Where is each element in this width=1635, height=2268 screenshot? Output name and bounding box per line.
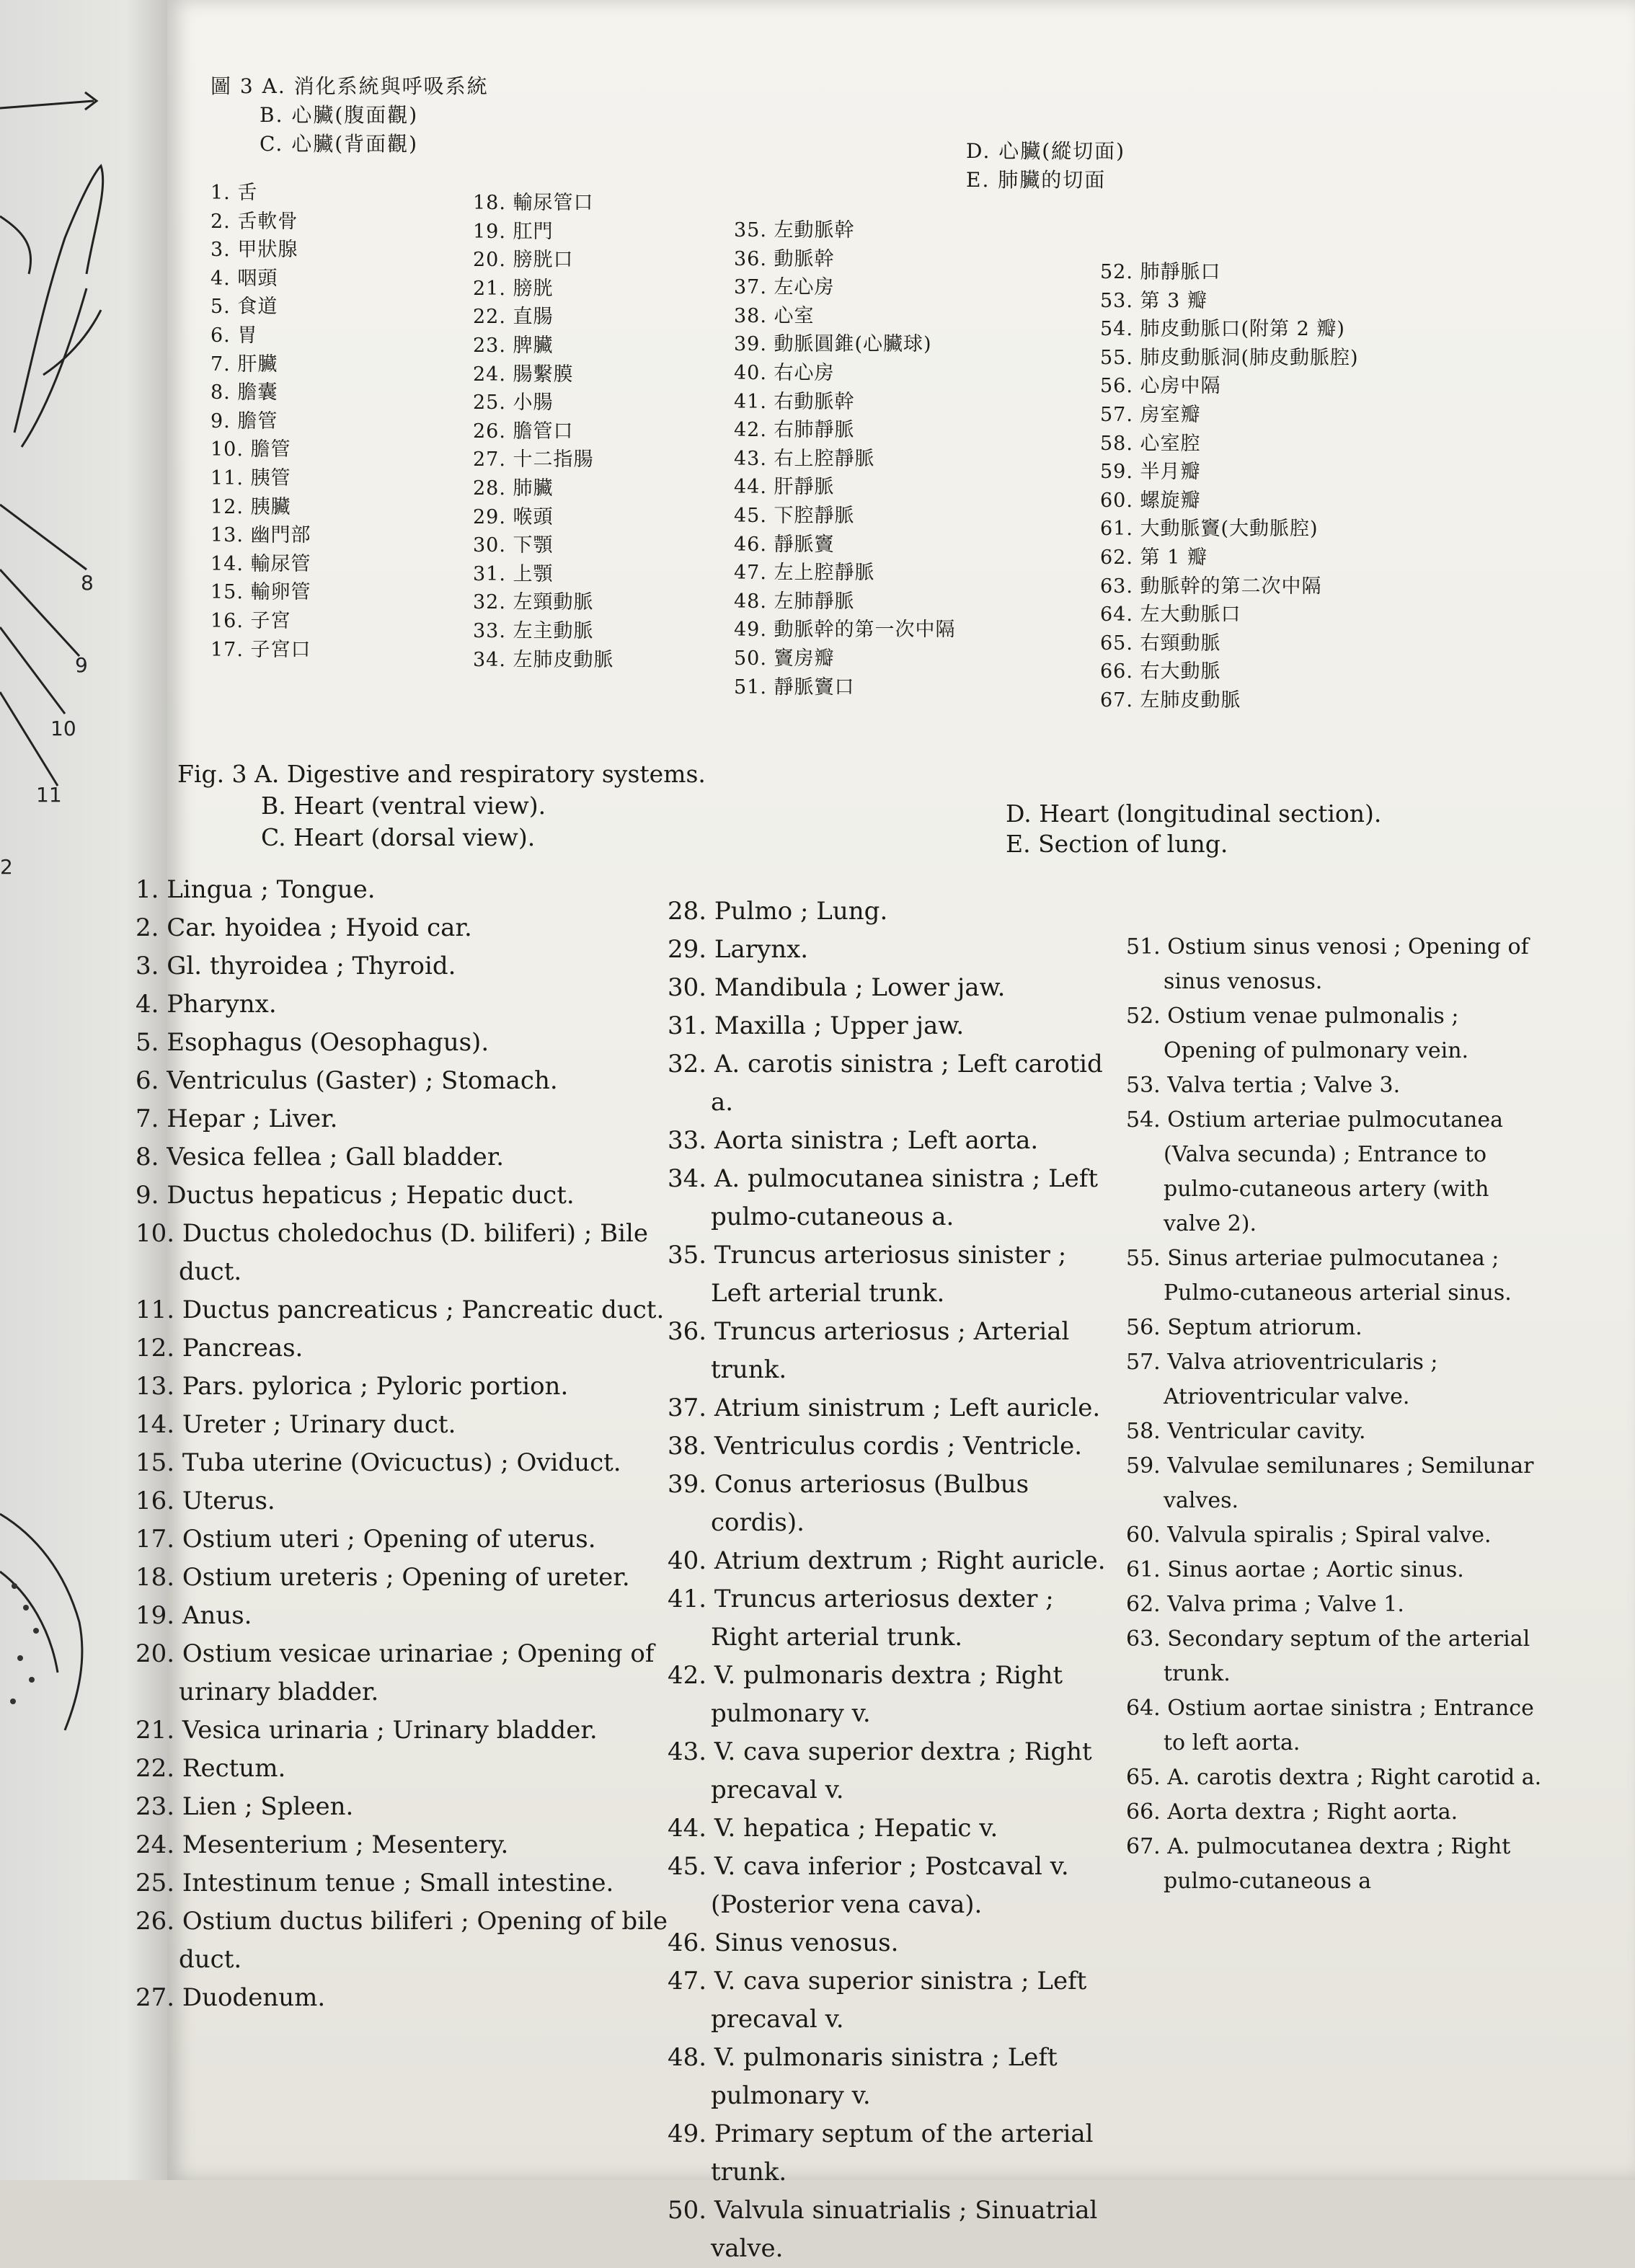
list-item: 59. Valvulae semilunares ; Semilunar valves. bbox=[1126, 1453, 1534, 1513]
list-item: 65. 右頸動脈 bbox=[1100, 632, 1221, 655]
list-item: 48. 左肺靜脈 bbox=[734, 590, 855, 613]
list-item: 63. 動脈幹的第二次中隔 bbox=[1100, 575, 1322, 598]
list-item: 34. 左肺皮動脈 bbox=[473, 648, 614, 671]
list-item: 41. 右動脈幹 bbox=[734, 390, 855, 413]
list-item: 48. V. pulmonaris sinistra ; Left pulmonary v. bbox=[668, 2043, 1058, 2110]
list-item: 61. Sinus aortae ; Aortic sinus. bbox=[1126, 1557, 1464, 1582]
list-item: 24. 腸繫膜 bbox=[473, 363, 574, 386]
list-item: 54. 肺皮動脈口(附第 2 瓣) bbox=[1100, 318, 1345, 341]
list-item: 8. Vesica fellea ; Gall bladder. bbox=[136, 1143, 505, 1171]
list-item: 33. 左主動脈 bbox=[473, 619, 594, 642]
list-item: 24. Mesenterium ; Mesentery. bbox=[136, 1830, 509, 1859]
list-item: 11. 胰管 bbox=[211, 466, 291, 490]
list-item: 53. Valva tertia ; Valve 3. bbox=[1126, 1073, 1401, 1098]
list-item: 36. 動脈幹 bbox=[734, 247, 835, 270]
list-item: 38. Ventriculus cordis ; Ventricle. bbox=[668, 1432, 1083, 1461]
list-item: 30. Mandibula ; Lower jaw. bbox=[668, 973, 1006, 1002]
list-item: 44. 肝靜脈 bbox=[734, 476, 835, 499]
list-item: 53. 第 3 瓣 bbox=[1100, 289, 1208, 312]
list-item: 54. Ostium arteriae pulmocutanea (Valva secunda) ; Entrance to pulmo-cutaneous artery (with valve 2). bbox=[1126, 1107, 1503, 1236]
list-item: 36. Truncus arteriosus ; Arterial trunk. bbox=[668, 1317, 1070, 1384]
list-item: 17. Ostium uteri ; Opening of uterus. bbox=[136, 1525, 596, 1554]
list-item: 28. Pulmo ; Lung. bbox=[668, 897, 888, 926]
list-item: 6. 胃 bbox=[211, 324, 258, 347]
list-item: 3. 甲狀腺 bbox=[211, 239, 298, 262]
list-item: 61. 大動脈竇(大動脈腔) bbox=[1100, 518, 1319, 541]
list-item: 46. Sinus venosus. bbox=[668, 1928, 899, 1957]
list-item: 57. 房室瓣 bbox=[1100, 403, 1201, 426]
list-item: 59. 半月瓣 bbox=[1100, 461, 1201, 484]
list-item: 55. Sinus arteriae pulmocutanea ; Pulmo-cutaneous arterial sinus. bbox=[1126, 1246, 1512, 1306]
list-item: 32. 左頸動脈 bbox=[473, 591, 594, 614]
list-item: 35. 左動脈幹 bbox=[734, 219, 855, 242]
list-item: 37. 左心房 bbox=[734, 276, 835, 299]
list-item: 28. 肺臟 bbox=[473, 477, 554, 500]
english-figure-title bbox=[177, 758, 706, 854]
chinese-figure-title-right bbox=[966, 137, 1125, 195]
list-item: 58. 心室腔 bbox=[1100, 432, 1201, 455]
figure-label-11: 11 bbox=[36, 783, 62, 807]
list-item: 51. Ostium sinus venosi ; Opening of sinus venosus. bbox=[1126, 934, 1529, 994]
list-item: 31. Maxilla ; Upper jaw. bbox=[668, 1011, 965, 1040]
list-item: 8. 膽囊 bbox=[211, 381, 278, 404]
en-title-line: C. Heart (dorsal view). bbox=[261, 823, 536, 851]
list-item: 45. 下腔靜脈 bbox=[734, 504, 855, 527]
cn-title-line: E. 肺臟的切面 bbox=[966, 168, 1107, 192]
list-item: 25. 小腸 bbox=[473, 391, 554, 415]
list-item: 29. Larynx. bbox=[668, 935, 809, 964]
list-item: 47. 左上腔靜脈 bbox=[734, 562, 875, 585]
list-item: 22. 直腸 bbox=[473, 306, 554, 329]
list-item: 65. A. carotis dextra ; Right carotid a. bbox=[1126, 1765, 1542, 1790]
list-item: 10. Ductus choledochus (D. biliferi) ; Bile duct. bbox=[136, 1219, 648, 1286]
list-item: 31. 上顎 bbox=[473, 562, 554, 585]
list-item: 50. 竇房瓣 bbox=[734, 647, 835, 670]
list-item: 2. 舌軟骨 bbox=[211, 210, 298, 233]
list-item: 56. 心房中隔 bbox=[1100, 375, 1221, 398]
cn-list-col-4 bbox=[1100, 258, 1359, 715]
list-item: 5. Esophagus (Oesophagus). bbox=[136, 1028, 489, 1057]
list-item: 19. 肛門 bbox=[473, 220, 554, 243]
list-item: 12. 胰臟 bbox=[211, 495, 291, 518]
list-item: 1. Lingua ; Tongue. bbox=[136, 875, 376, 904]
figure-label-10: 10 bbox=[50, 717, 76, 740]
list-item: 62. 第 1 瓣 bbox=[1100, 546, 1208, 569]
cn-title-line: D. 心臟(縱切面) bbox=[966, 139, 1126, 163]
list-item: 14. Ureter ; Urinary duct. bbox=[136, 1410, 456, 1439]
list-item: 39. 動脈圓錐(心臟球) bbox=[734, 333, 932, 356]
list-item: 30. 下顎 bbox=[473, 534, 554, 557]
list-item: 46. 靜脈竇 bbox=[734, 533, 835, 556]
list-item: 32. A. carotis sinistra ; Left carotid a. bbox=[668, 1050, 1103, 1117]
list-item: 1. 舌 bbox=[211, 182, 258, 204]
list-item: 56. Septum atriorum. bbox=[1126, 1315, 1362, 1340]
list-item: 25. Intestinum tenue ; Small intestine. bbox=[136, 1869, 614, 1897]
list-item: 21. 膀胱 bbox=[473, 277, 554, 300]
en-title-line: Fig. 3 A. Digestive and respiratory systems. bbox=[177, 760, 706, 788]
list-item: 64. Ostium aortae sinistra ; Entrance to left aorta. bbox=[1126, 1696, 1534, 1755]
en-title-line: E. Section of lung. bbox=[1006, 830, 1228, 858]
list-item: 9. Ductus hepaticus ; Hepatic duct. bbox=[136, 1181, 575, 1210]
cn-title-line: 圖 3 A. 消化系統與呼吸系統 bbox=[211, 74, 489, 98]
list-item: 18. Ostium ureteris ; Opening of ureter. bbox=[136, 1563, 630, 1592]
list-item: 14. 輸尿管 bbox=[211, 552, 311, 575]
figure-label-2: 2 bbox=[0, 855, 13, 879]
list-item: 23. Lien ; Spleen. bbox=[136, 1792, 354, 1821]
list-item: 45. V. cava inferior ; Postcaval v. (Posterior vena cava). bbox=[668, 1852, 1069, 1919]
list-item: 52. 肺靜脈口 bbox=[1100, 261, 1221, 283]
list-item: 26. Ostium ductus biliferi ; Opening of bile duct. bbox=[136, 1907, 668, 1974]
list-item: 4. 咽頭 bbox=[211, 267, 278, 290]
list-item: 39. Conus arteriosus (Bulbus cordis). bbox=[668, 1470, 1029, 1537]
cn-title-line: C. 心臟(背面觀) bbox=[260, 132, 419, 156]
list-item: 12. Pancreas. bbox=[136, 1334, 303, 1363]
list-item: 50. Valvula sinuatrialis ; Sinuatrial valve. bbox=[668, 2196, 1098, 2263]
list-item: 21. Vesica urinaria ; Urinary bladder. bbox=[136, 1716, 598, 1745]
list-item: 51. 靜脈竇口 bbox=[734, 675, 855, 699]
list-item: 62. Valva prima ; Valve 1. bbox=[1126, 1592, 1404, 1617]
list-item: 15. Tuba uterine (Ovicuctus) ; Oviduct. bbox=[136, 1448, 621, 1477]
list-item: 43. V. cava superior dextra ; Right precaval v. bbox=[668, 1737, 1092, 1804]
list-item: 42. 右肺靜脈 bbox=[734, 419, 855, 442]
list-item: 34. A. pulmocutanea sinistra ; Left pulmo-cutaneous a. bbox=[668, 1164, 1099, 1231]
list-item: 49. Primary septum of the arterial trunk. bbox=[668, 2119, 1094, 2187]
list-item: 22. Rectum. bbox=[136, 1754, 286, 1783]
list-item: 10. 膽管 bbox=[211, 438, 291, 461]
list-item: 55. 肺皮動脈洞(肺皮動脈腔) bbox=[1100, 346, 1359, 369]
list-item: 67. A. pulmocutanea dextra ; Right pulmo-cutaneous a bbox=[1126, 1834, 1511, 1894]
list-item: 9. 膽管 bbox=[211, 409, 278, 433]
list-item: 58. Ventricular cavity. bbox=[1126, 1419, 1366, 1444]
list-item: 27. 十二指腸 bbox=[473, 448, 594, 471]
list-item: 60. 螺旋瓣 bbox=[1100, 489, 1201, 512]
cn-title-line: B. 心臟(腹面觀) bbox=[260, 103, 419, 127]
figure-label-9: 9 bbox=[75, 653, 88, 677]
en-list-col-3 bbox=[1126, 930, 1553, 1899]
list-item: 66. 右大動脈 bbox=[1100, 660, 1221, 683]
list-item: 40. 右心房 bbox=[734, 361, 835, 384]
list-item: 18. 輸尿管口 bbox=[473, 192, 594, 214]
list-item: 6. Ventriculus (Gaster) ; Stomach. bbox=[136, 1066, 558, 1095]
list-item: 29. 喉頭 bbox=[473, 505, 554, 528]
list-item: 20. 膀胱口 bbox=[473, 249, 574, 272]
list-item: 19. Anus. bbox=[136, 1601, 252, 1630]
list-item: 63. Secondary septum of the arterial trunk. bbox=[1126, 1626, 1530, 1686]
en-title-line: B. Heart (ventral view). bbox=[261, 792, 546, 820]
cn-list-col-1 bbox=[211, 179, 311, 664]
list-item: 64. 左大動脈口 bbox=[1100, 603, 1241, 626]
list-item: 67. 左肺皮動脈 bbox=[1100, 688, 1241, 712]
list-item: 35. Truncus arteriosus sinister ; Left arterial trunk. bbox=[668, 1241, 1067, 1308]
list-item: 4. Pharynx. bbox=[136, 990, 277, 1019]
list-item: 16. Uterus. bbox=[136, 1487, 275, 1515]
list-item: 26. 膽管口 bbox=[473, 420, 574, 443]
list-item: 3. Gl. thyroidea ; Thyroid. bbox=[136, 952, 456, 980]
en-list-col-2 bbox=[668, 892, 1115, 2268]
list-item: 17. 子宮口 bbox=[211, 638, 311, 661]
chinese-figure-title bbox=[211, 72, 489, 159]
list-item: 15. 輸卵管 bbox=[211, 581, 311, 604]
list-item: 11. Ductus pancreaticus ; Pancreatic duct. bbox=[136, 1295, 665, 1324]
list-item: 40. Atrium dextrum ; Right auricle. bbox=[668, 1546, 1106, 1575]
list-item: 37. Atrium sinistrum ; Left auricle. bbox=[668, 1394, 1101, 1422]
list-item: 7. 肝臟 bbox=[211, 353, 278, 376]
en-list-col-1 bbox=[136, 871, 669, 2017]
en-title-line: D. Heart (longitudinal section). bbox=[1006, 799, 1382, 828]
list-item: 2. Car. hyoidea ; Hyoid car. bbox=[136, 913, 472, 942]
list-item: 13. 幽門部 bbox=[211, 524, 311, 547]
list-item: 57. Valva atrioventricularis ; Atrioventricular valve. bbox=[1126, 1350, 1438, 1409]
list-item: 49. 動脈幹的第一次中隔 bbox=[734, 619, 956, 642]
figure-label-8: 8 bbox=[81, 571, 94, 595]
list-item: 43. 右上腔靜脈 bbox=[734, 447, 875, 470]
list-item: 20. Ostium vesicae urinariae ; Opening of urinary bladder. bbox=[136, 1639, 655, 1706]
list-item: 60. Valvula spiralis ; Spiral valve. bbox=[1126, 1523, 1492, 1548]
list-item: 13. Pars. pylorica ; Pyloric portion. bbox=[136, 1372, 569, 1401]
list-item: 52. Ostium venae pulmonalis ; Opening of pulmonary vein. bbox=[1126, 1004, 1469, 1063]
cn-list-col-2 bbox=[473, 189, 614, 674]
list-item: 23. 脾臟 bbox=[473, 334, 554, 357]
list-item: 42. V. pulmonaris dextra ; Right pulmonary v. bbox=[668, 1661, 1063, 1728]
english-figure-title-right bbox=[1006, 799, 1381, 859]
list-item: 44. V. hepatica ; Hepatic v. bbox=[668, 1814, 998, 1843]
list-item: 5. 食道 bbox=[211, 296, 278, 319]
list-item: 38. 心室 bbox=[734, 304, 815, 327]
list-item: 27. Duodenum. bbox=[136, 1983, 326, 2012]
list-item: 41. Truncus arteriosus dexter ; Right arterial trunk. bbox=[668, 1585, 1054, 1652]
list-item: 7. Hepar ; Liver. bbox=[136, 1104, 338, 1133]
cn-list-col-3 bbox=[734, 216, 956, 701]
list-item: 16. 子宮 bbox=[211, 609, 291, 632]
list-item: 33. Aorta sinistra ; Left aorta. bbox=[668, 1126, 1039, 1155]
list-item: 47. V. cava superior sinistra ; Left precaval v. bbox=[668, 1967, 1087, 2034]
list-item: 66. Aorta dextra ; Right aorta. bbox=[1126, 1799, 1458, 1825]
